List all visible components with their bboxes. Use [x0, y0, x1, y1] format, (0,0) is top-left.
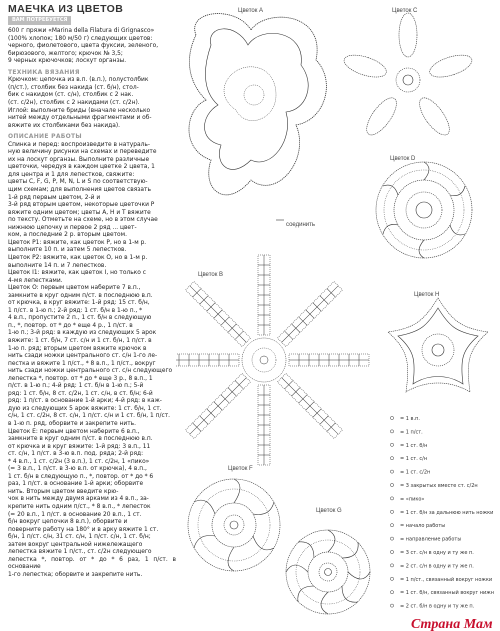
materials-line: 9 черных крючочков; лоскут органзы. — [8, 58, 127, 65]
flower-c-label: Цветок C — [392, 8, 418, 14]
legend-entry: = 2 ст. б/н в одну и ту же п. — [400, 603, 475, 610]
description-line: цветы C, F, G, P, M, N, L и S по соответствую- — [8, 179, 148, 186]
description-line: по тексту. Отметьте на схеме, но в этом случае — [8, 217, 158, 224]
legend-symbol — [390, 497, 393, 500]
description-line: п., *, повтор. от * до * еще 4 р., 1 п/ст. в — [8, 322, 133, 329]
description-line: для центра и 1 для лепестков, свяжите: — [8, 171, 135, 178]
description-line: в 1-ю п. ряд, оборвите и закрепите нить. — [8, 420, 136, 427]
technique-line: бик с накидом (ст. с/н), столбик с 2 нак. — [8, 92, 134, 99]
description-line: вяжите: 1 ст. б/н, 7 ст. с/н и 1 ст. б/н, 1 п/ст. в — [8, 337, 152, 344]
legend-entry: = «пико» — [400, 496, 425, 503]
legend-symbol — [390, 416, 393, 419]
legend-entry: = 1 ст. б/н — [400, 442, 428, 449]
description-line: вяжите одним цветом; цветы A, H и T вяжите — [8, 209, 151, 216]
description-line: с/н, 1 ст. с/2н, 8 ст. с/н, 1 п/ст. с/н и 1 ст. б/н, 1 п/ст. — [8, 413, 171, 420]
description-line: п/ст. в 1-ю п.; 4-й ряд: 1 ст. б/н в 1-ю п.; 5-й — [8, 383, 144, 390]
description-line: от крючка, в круг вяжите: 1-й ряд: 15 ст. б/н, — [8, 300, 150, 307]
technique-line: нитей между отдельными фрагментами и об- — [8, 115, 152, 122]
technique-line: (ст. с/2н), столбик с 2 накидами (ст. с/2н). — [8, 100, 140, 107]
legend-entry: = 3 ст. с/н в одну и ту же п. — [400, 550, 474, 556]
description-line: ст. с/н, 1 п/ст. в 3-ю в.п. под. ряда; 2-й ряд: — [8, 451, 144, 458]
flower-d-label: Цветок D — [390, 156, 416, 162]
flower-h-label: Цветок H — [414, 292, 440, 298]
flower-b-label: Цветок B — [198, 272, 224, 278]
legend-entry: = 1 ст. с/н — [400, 456, 428, 463]
description-line: Цветок O: первым цветом наберите 7 в.п., — [8, 285, 141, 292]
description-line: б/н, 1 п/ст. с/н, 31 ст. с/н, 1 п/ст. с/н, 1 ст. б/н; — [8, 534, 151, 541]
description-line: Цветок P2: вяжите, как цветок O, но в 1-м р. — [8, 254, 148, 261]
description-line: ком, а последние 2 р. вторым цветом. — [8, 232, 127, 239]
description-text — [8, 142, 176, 580]
technique-line: (п/ст.), столбик без накида (ст. б/н), стол- — [8, 84, 139, 91]
description-heading: ОПИСАНИЕ РАБОТЫ — [8, 133, 82, 141]
legend-entry: = 1 в.п. — [400, 416, 420, 422]
technique-line: Крючком: цепочка из в.п. (в.п.), полустолбик — [8, 77, 149, 84]
description-line: Цветок E: первым цветом наберите 6 в.п., — [8, 428, 140, 435]
flower-a-diagram — [189, 8, 326, 228]
legend-symbol — [390, 591, 393, 594]
legend-entry: = направление работы — [400, 536, 462, 543]
description-line: нижнюю цепочку и первое 2 ряд ... цвет- — [8, 224, 137, 231]
description-line: нить сзади ножки центрального ст. с/н следующего — [8, 368, 173, 375]
legend-entry: = 1 ст. б/н, связанный вокруг нижн — [400, 590, 495, 597]
description-line: 1 ст. б/н в следующую п., *, повтор. от * до * 6 — [8, 473, 154, 480]
technique-heading: ТЕХНИКА ВЯЗАНИЯ — [8, 68, 80, 76]
materials-line: черного, фиолетового, цвета фуксии, зеленого, — [8, 43, 159, 50]
legend-symbol — [390, 564, 393, 567]
description-line: 1 п/ст. в 1-ю п.; 2-й ряд: 1 ст. б/н в 1-ю п., * — [8, 307, 143, 314]
description-line: замкните в круг одним п/ст. в последнюю в.п. — [8, 292, 153, 299]
legend-symbol — [390, 483, 393, 486]
description-line: ряд: 1 ст. б/н, 8 ст. с/2н, 1 ст. с/н, в ст. б/н; 6-й — [8, 390, 153, 397]
materials-line: 600 г пряжи «Marina della Filatura di Grignasco» — [8, 28, 155, 35]
description-line: 1-ю п. ряд; вторым цветом вяжите крючок в — [8, 345, 147, 352]
flower-c-diagram — [341, 8, 474, 139]
description-line: поверните работу на 180° и в арку вяжите 1 ст. — [8, 526, 159, 533]
description-line: (= 3 в.п., 1 п/ст. в 3-ю в.п. от крючка), 4 в.п., — [8, 466, 147, 473]
materials-heading: ВАМ ПОТРЕБУЕТСЯ — [8, 16, 71, 26]
technique-line: вяжите их столбиками без накида). — [8, 122, 121, 129]
legend-entry: = 1 ст. б/н за дальнюю нить ножки — [400, 509, 494, 516]
legend-entry: = 1 п/ст., связанный вокруг ножки — [400, 576, 493, 583]
technique-text — [8, 77, 176, 130]
description-line: нить сзади ножки центрального ст. с/н 1-го ле- — [8, 353, 158, 360]
legend-entry: = 3 закрытых вместе ст. с/2н — [400, 483, 478, 489]
legend-symbol — [390, 524, 393, 527]
description-line: от крючка и в круг вяжите: 1-й ряд: 3 в.п., 11 — [8, 443, 151, 450]
crochet-diagrams — [176, 0, 500, 631]
page-title: МАЕЧКА ИЗ ЦВЕТОВ — [8, 3, 124, 15]
description-line: лепестка *, повтор. от * до * еще 3 р., 8 в.п., 1 — [8, 375, 153, 382]
description-line: затем вокруг центральной нижележащего — [8, 541, 143, 548]
description-line: дую из следующих 5 арок вяжите: 1 ст. б/н, 1 ст. — [8, 405, 162, 412]
description-line: 4 в.п., пропустите 2 п., 1 ст. б/н в следующую — [8, 315, 152, 322]
join-label: соединить — [286, 222, 316, 228]
description-line: их на лоскут органзы. Выполните различные — [8, 156, 150, 163]
description-line: 4-мя лепестками. — [8, 277, 63, 284]
legend-symbol — [390, 457, 393, 460]
flower-d-diagram — [376, 156, 472, 258]
legend-entry: = 2 ст. с/н в одну и ту же п. — [400, 563, 474, 570]
symbol-legend — [390, 416, 494, 610]
watermark-text: Страна Мам — [411, 617, 493, 631]
materials-line: бирюзового, желтого; крючок № 3,5; — [8, 50, 123, 57]
description-line: Спинка и перед: воспроизведите в натураль- — [8, 141, 150, 148]
description-line: ную величину рисунки на схемах и переведите — [8, 149, 157, 156]
legend-symbol — [390, 470, 393, 473]
legend-symbol — [390, 443, 393, 446]
legend-entry: = 1 п/ст. — [400, 429, 423, 436]
legend-symbol — [390, 550, 393, 553]
description-line: выполните 10 п. и затем 5 лепестков. — [8, 247, 127, 254]
description-line: нить. Вторым цветом введите крю- — [8, 488, 119, 495]
description-line: пестка и вяжите 1 п/ст., * 8 в.п., 1 п/ст., вокруг — [8, 360, 156, 367]
legend-symbol — [390, 510, 393, 513]
description-line: 3-й ряд вторым цветом, некоторые цветочки P — [8, 202, 155, 209]
flower-g-label: Цветок G — [316, 508, 342, 514]
description-line: лепестка *, повтор. от * до * 6 раз, 1 п/ст. в основание — [8, 556, 176, 571]
flower-h-diagram — [388, 292, 488, 392]
description-line: цветочки, чередуя в каждом цветке 2 цвета, 1 — [8, 164, 155, 171]
materials-line: (100% хлопок; 180 м/50 г) следующих цветов: — [8, 35, 153, 42]
materials-list — [8, 28, 176, 66]
description-line: щим схемам; для выполнения цветов связать — [8, 187, 151, 194]
description-line: 1-го лепестка; оборвите и закрепите нить. — [8, 571, 143, 578]
legend-symbol — [390, 604, 393, 607]
flower-f-label: Цветок F — [228, 466, 253, 472]
description-line: выполните 14 п. и 7 лепестков. — [8, 262, 107, 269]
legend-symbol — [390, 577, 393, 580]
instructions-column — [8, 3, 176, 626]
technique-line: Иглой: выполните бриды (вначале несколько — [8, 107, 151, 114]
description-line: лепестка вяжите 1 п/ст., ст. с/2н следующего — [8, 549, 152, 556]
legend-symbol — [390, 430, 393, 433]
flower-f-diagram — [188, 466, 280, 571]
legend-entry: = начало работы — [400, 523, 446, 530]
description-line: крепите нить одним п/ст., * 8 в.п., * лепесток — [8, 504, 151, 510]
description-line: 1-ю п.; 3-й ряд: в каждую из следующих 5 арок — [8, 330, 157, 337]
description-line: (= 20 в.п., 1 п/ст. в основание 20 в.п., 1 ст. — [8, 511, 142, 518]
description-line: * 4 в.п., 1 ст. с/2н (3 в.п.), 1 ст. с/2н, 1 «пико» — [8, 458, 150, 465]
flower-b-diagram — [176, 255, 369, 465]
description-line: раз, 1 п/ст. в основание 1-й арки; оборвите — [8, 481, 144, 488]
flower-g-diagram — [286, 508, 370, 614]
description-line: ряд: 1 п/ст. в основание 1-й арки; 4-й ряд: в каж- — [8, 398, 162, 405]
legend-symbol — [390, 537, 393, 540]
legend-entry: = 1 ст. с/2н — [400, 469, 431, 476]
description-line: чок в нить между двумя арками из 4 в.п., за- — [8, 496, 149, 503]
description-line: 1-й ряд первым цветом, 2-й и — [8, 194, 101, 201]
description-line: Цветок P1: вяжите, как цветок P, но в 1-м р. — [8, 239, 147, 246]
description-line: Цветок I1: вяжите, как цветок I, но только с — [8, 270, 146, 277]
description-line: б/н вокруг цепочки 8 в.п.), оборвите и — [8, 519, 128, 526]
description-line: замкните в круг одним п/ст. в последнюю в.п. — [8, 436, 153, 443]
flower-a-label: Цветок А — [238, 8, 264, 14]
